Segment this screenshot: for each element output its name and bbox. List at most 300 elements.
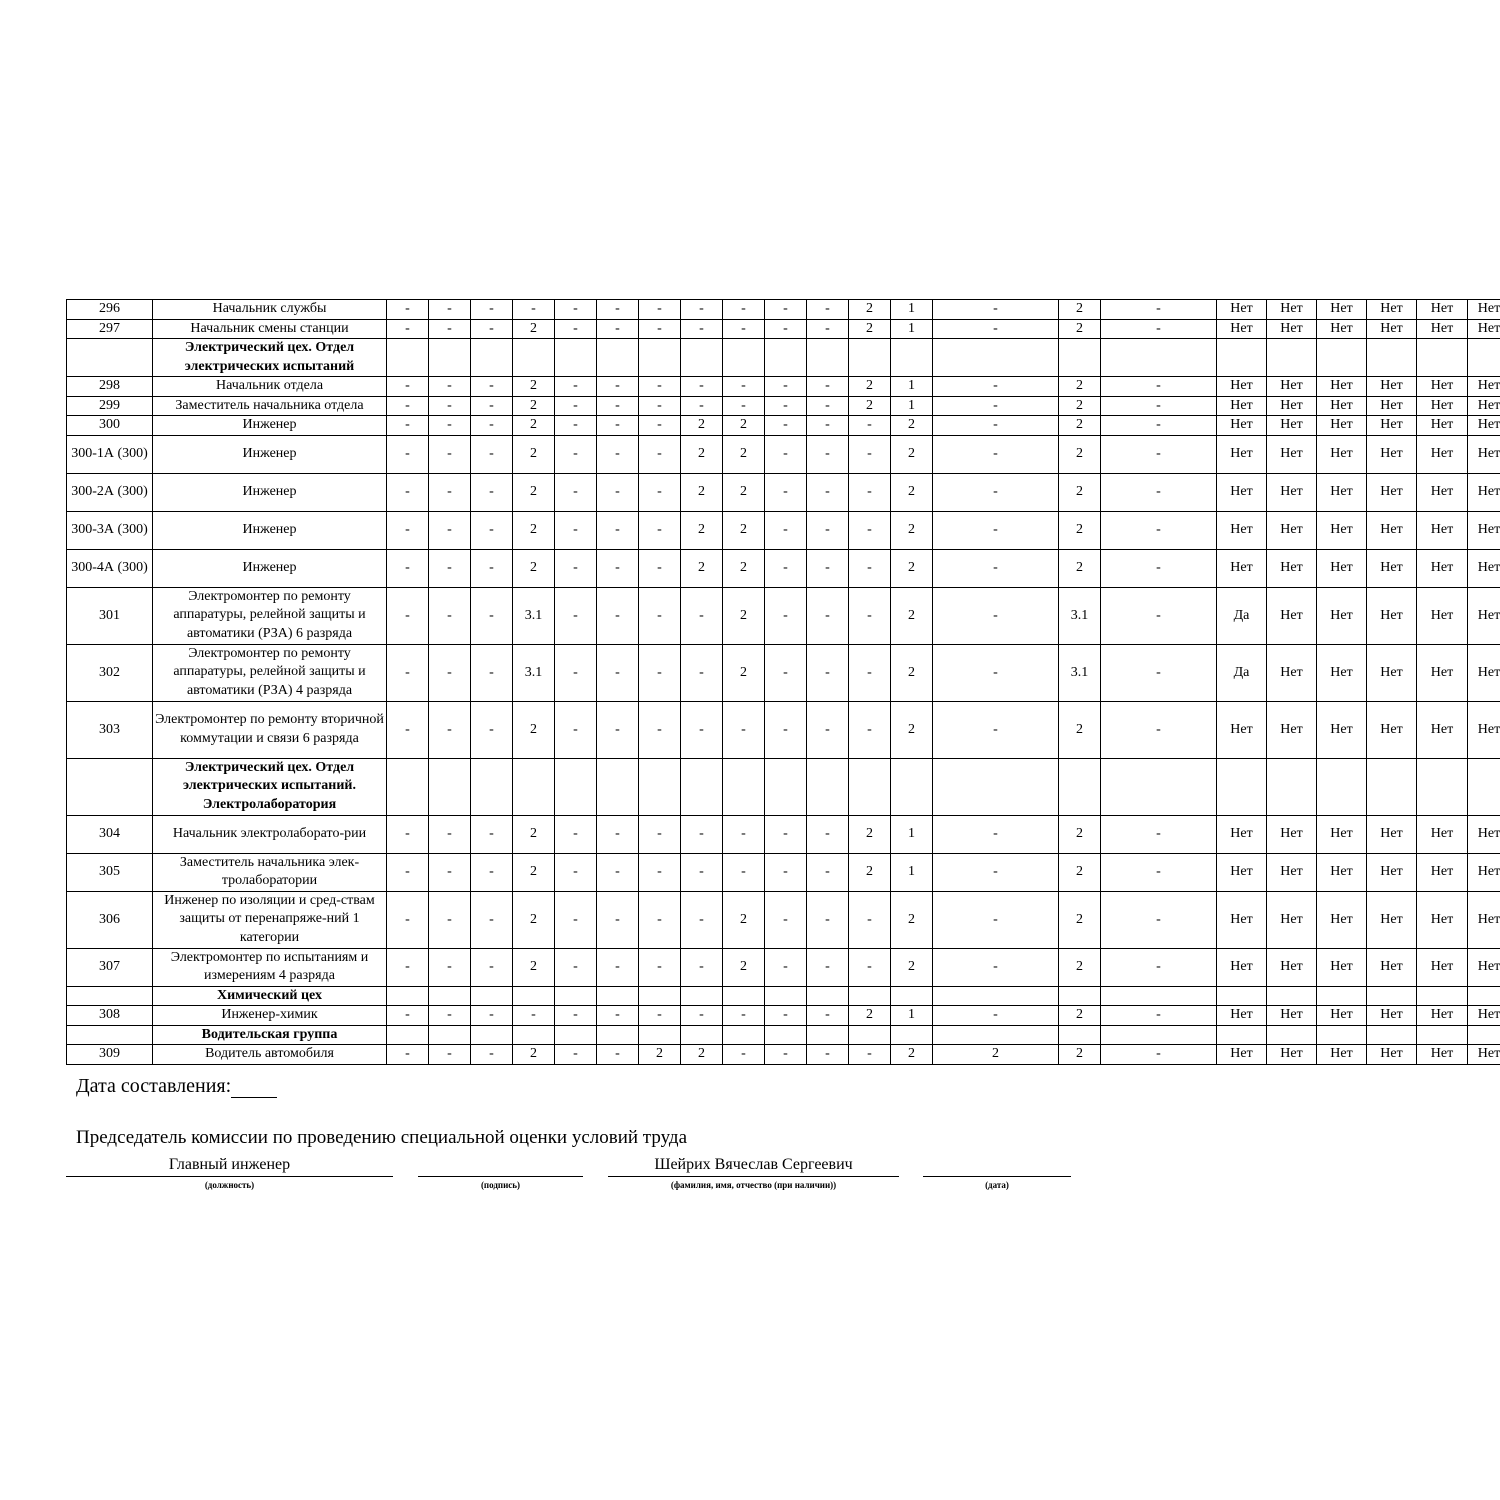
value-cell — [681, 1025, 723, 1045]
value-cell: - — [429, 1006, 471, 1026]
value-cell: - — [639, 511, 681, 549]
value-cell: - — [681, 891, 723, 948]
value-cell — [1267, 986, 1317, 1006]
value-cell: - — [597, 396, 639, 416]
value-cell: - — [597, 319, 639, 339]
value-cell — [513, 1025, 555, 1045]
value-cell: - — [933, 701, 1059, 758]
value-cell: - — [807, 511, 849, 549]
value-cell — [639, 339, 681, 377]
value-cell: Нет — [1217, 853, 1267, 891]
value-cell: - — [765, 701, 807, 758]
value-cell — [429, 339, 471, 377]
value-cell: Нет — [1367, 300, 1417, 320]
value-cell: 2 — [513, 853, 555, 891]
value-cell: 2 — [891, 511, 933, 549]
value-cell: - — [723, 1006, 765, 1026]
value-cell: Нет — [1417, 587, 1468, 644]
row-number-cell: 300-3А (300) — [67, 511, 153, 549]
value-cell: - — [471, 300, 513, 320]
value-cell: - — [849, 435, 891, 473]
value-cell: 2 — [891, 644, 933, 701]
value-cell: Нет — [1468, 815, 1500, 853]
value-cell: Нет — [1267, 815, 1317, 853]
value-cell: Нет — [1417, 396, 1468, 416]
value-cell: 2 — [1059, 377, 1101, 397]
value-cell: Нет — [1417, 435, 1468, 473]
value-cell — [1317, 339, 1367, 377]
value-cell: Нет — [1468, 701, 1500, 758]
value-cell: - — [597, 473, 639, 511]
value-cell: - — [849, 1045, 891, 1065]
value-cell: Нет — [1468, 300, 1500, 320]
value-cell: Нет — [1217, 1045, 1267, 1065]
value-cell: Нет — [1217, 511, 1267, 549]
row-number-cell: 308 — [67, 1006, 153, 1026]
table-row — [67, 853, 1500, 891]
section-header-row — [67, 1025, 1500, 1045]
value-cell: - — [1101, 1006, 1217, 1026]
value-cell: - — [765, 511, 807, 549]
value-cell: - — [639, 377, 681, 397]
value-cell — [891, 758, 933, 815]
value-cell — [1367, 758, 1417, 815]
value-cell: - — [1101, 377, 1217, 397]
full-name-field[interactable]: Шейрих Вячеслав Сергеевич — [608, 1154, 899, 1177]
value-cell: 2 — [681, 416, 723, 436]
value-cell: Нет — [1317, 701, 1367, 758]
value-cell: - — [639, 435, 681, 473]
value-cell: Нет — [1267, 1045, 1317, 1065]
value-cell: Нет — [1317, 891, 1367, 948]
value-cell: Нет — [1468, 511, 1500, 549]
position-name-cell: Инженер — [153, 511, 387, 549]
value-cell: - — [1101, 319, 1217, 339]
value-cell — [387, 339, 429, 377]
value-cell: - — [933, 549, 1059, 587]
value-cell: - — [765, 300, 807, 320]
row-number-cell: 303 — [67, 701, 153, 758]
position-name-cell: Начальник отдела — [153, 377, 387, 397]
value-cell: - — [1101, 396, 1217, 416]
value-cell — [933, 758, 1059, 815]
value-cell — [807, 986, 849, 1006]
value-cell: Нет — [1468, 891, 1500, 948]
position-name-cell: Инженер — [153, 473, 387, 511]
value-cell: Нет — [1267, 587, 1317, 644]
row-number-cell — [67, 986, 153, 1006]
table-row — [67, 396, 1500, 416]
value-cell: - — [765, 891, 807, 948]
value-cell: Нет — [1217, 396, 1267, 416]
value-cell: 2 — [513, 815, 555, 853]
table-row — [67, 1045, 1500, 1065]
value-cell: - — [387, 549, 429, 587]
value-cell: - — [933, 416, 1059, 436]
sout-summary-table — [66, 299, 1500, 1065]
value-cell: Нет — [1267, 377, 1317, 397]
value-cell: 2 — [681, 473, 723, 511]
position-name-cell: Инженер-химик — [153, 1006, 387, 1026]
position-name-cell: Электромонтер по ремонту аппаратуры, релейной защиты и автоматики (РЗА) 4 разряда — [153, 644, 387, 701]
value-cell: - — [933, 1006, 1059, 1026]
value-cell: 2 — [513, 701, 555, 758]
value-cell — [1417, 986, 1468, 1006]
value-cell: 2 — [1059, 948, 1101, 986]
value-cell — [1059, 986, 1101, 1006]
value-cell: 2 — [513, 948, 555, 986]
value-cell: Нет — [1317, 1045, 1367, 1065]
position-caption: (должность) — [204, 1180, 255, 1190]
value-cell: 2 — [1059, 701, 1101, 758]
row-number-cell: 300-2А (300) — [67, 473, 153, 511]
value-cell: - — [1101, 473, 1217, 511]
value-cell: Нет — [1468, 853, 1500, 891]
full-name-caption: (фамилия, имя, отчество (при наличии)) — [670, 1180, 837, 1190]
value-cell — [429, 1025, 471, 1045]
value-cell: Нет — [1217, 549, 1267, 587]
value-cell — [1217, 986, 1267, 1006]
value-cell: - — [597, 1045, 639, 1065]
value-cell: - — [387, 587, 429, 644]
value-cell: - — [849, 473, 891, 511]
value-cell: - — [429, 1045, 471, 1065]
value-cell: 2 — [891, 701, 933, 758]
value-cell: Нет — [1468, 1045, 1500, 1065]
value-cell — [681, 758, 723, 815]
value-cell: Нет — [1217, 948, 1267, 986]
value-cell: - — [765, 377, 807, 397]
value-cell: - — [681, 300, 723, 320]
value-cell: Нет — [1417, 319, 1468, 339]
table-row — [67, 587, 1500, 644]
value-cell: 2 — [723, 416, 765, 436]
value-cell: - — [681, 377, 723, 397]
value-cell: - — [597, 416, 639, 436]
value-cell: - — [681, 701, 723, 758]
value-cell: 2 — [513, 396, 555, 416]
value-cell: Нет — [1317, 815, 1367, 853]
value-cell: - — [807, 377, 849, 397]
value-cell: Нет — [1367, 1006, 1417, 1026]
value-cell: - — [387, 644, 429, 701]
row-number-cell: 306 — [67, 891, 153, 948]
value-cell: - — [555, 1045, 597, 1065]
value-cell: - — [387, 435, 429, 473]
value-cell: 2 — [723, 891, 765, 948]
value-cell: - — [807, 948, 849, 986]
value-cell: Нет — [1317, 319, 1367, 339]
value-cell — [723, 986, 765, 1006]
value-cell: - — [765, 587, 807, 644]
position-field[interactable]: Главный инженер — [66, 1154, 393, 1177]
value-cell: - — [765, 1006, 807, 1026]
value-cell: - — [681, 319, 723, 339]
value-cell: 2 — [1059, 473, 1101, 511]
value-cell: 1 — [891, 319, 933, 339]
value-cell: - — [681, 396, 723, 416]
value-cell: - — [639, 587, 681, 644]
value-cell: 2 — [849, 319, 891, 339]
value-cell: - — [429, 416, 471, 436]
row-number-cell — [67, 1025, 153, 1045]
value-cell — [933, 339, 1059, 377]
row-number-cell: 299 — [67, 396, 153, 416]
value-cell: 2 — [1059, 1006, 1101, 1026]
value-cell: 2 — [1059, 435, 1101, 473]
value-cell — [765, 986, 807, 1006]
value-cell: 2 — [891, 473, 933, 511]
table-row — [67, 701, 1500, 758]
value-cell: 2 — [1059, 416, 1101, 436]
value-cell: - — [1101, 1045, 1217, 1065]
value-cell: - — [933, 396, 1059, 416]
value-cell: - — [387, 511, 429, 549]
value-cell: - — [933, 891, 1059, 948]
row-number-cell: 301 — [67, 587, 153, 644]
table-row — [67, 416, 1500, 436]
section-header-row — [67, 339, 1500, 377]
value-cell — [765, 1025, 807, 1045]
value-cell: Нет — [1367, 511, 1417, 549]
value-cell: Нет — [1468, 473, 1500, 511]
value-cell — [471, 758, 513, 815]
table-row — [67, 473, 1500, 511]
table-row — [67, 319, 1500, 339]
value-cell: - — [597, 587, 639, 644]
value-cell: - — [429, 853, 471, 891]
value-cell: 3.1 — [1059, 587, 1101, 644]
table-row — [67, 948, 1500, 986]
value-cell — [723, 1025, 765, 1045]
value-cell: - — [387, 948, 429, 986]
value-cell: - — [513, 1006, 555, 1026]
value-cell: - — [765, 815, 807, 853]
value-cell: - — [429, 701, 471, 758]
value-cell: 1 — [891, 1006, 933, 1026]
position-name-cell: Электромонтер по ремонту вторичной коммутации и связи 6 разряда — [153, 701, 387, 758]
value-cell: - — [555, 815, 597, 853]
value-cell — [555, 339, 597, 377]
value-cell: Нет — [1417, 891, 1468, 948]
value-cell: - — [681, 1006, 723, 1026]
value-cell — [1267, 339, 1317, 377]
value-cell — [555, 758, 597, 815]
value-cell: Нет — [1367, 319, 1417, 339]
value-cell: - — [807, 319, 849, 339]
position-name-cell: Начальник смены станции — [153, 319, 387, 339]
value-cell: 2 — [891, 948, 933, 986]
value-cell: - — [597, 948, 639, 986]
value-cell: - — [471, 473, 513, 511]
value-cell: - — [807, 1006, 849, 1026]
value-cell: Нет — [1267, 853, 1317, 891]
value-cell: Нет — [1367, 435, 1417, 473]
value-cell: - — [471, 435, 513, 473]
value-cell — [639, 758, 681, 815]
value-cell — [555, 986, 597, 1006]
value-cell: - — [555, 891, 597, 948]
value-cell: Нет — [1217, 473, 1267, 511]
table-row — [67, 815, 1500, 853]
value-cell: - — [597, 435, 639, 473]
position-name-cell: Заместитель начальника отдела — [153, 396, 387, 416]
value-cell: - — [765, 853, 807, 891]
value-cell: - — [933, 319, 1059, 339]
value-cell: 2 — [849, 377, 891, 397]
row-number-cell: 300-4А (300) — [67, 549, 153, 587]
value-cell: - — [723, 377, 765, 397]
value-cell — [1417, 339, 1468, 377]
value-cell: 2 — [723, 473, 765, 511]
value-cell: Нет — [1468, 396, 1500, 416]
compilation-date-blank[interactable] — [231, 1077, 277, 1098]
value-cell: - — [429, 473, 471, 511]
value-cell: Нет — [1217, 300, 1267, 320]
value-cell: - — [639, 853, 681, 891]
value-cell: - — [765, 549, 807, 587]
value-cell: - — [681, 853, 723, 891]
value-cell: - — [387, 416, 429, 436]
value-cell: - — [1101, 300, 1217, 320]
value-cell: - — [765, 1045, 807, 1065]
value-cell: Нет — [1417, 300, 1468, 320]
value-cell: - — [723, 853, 765, 891]
value-cell: Нет — [1367, 853, 1417, 891]
value-cell — [891, 1025, 933, 1045]
value-cell: 1 — [891, 377, 933, 397]
value-cell: - — [933, 377, 1059, 397]
value-cell — [1267, 1025, 1317, 1045]
value-cell: - — [807, 435, 849, 473]
value-cell: - — [639, 644, 681, 701]
value-cell — [1059, 339, 1101, 377]
value-cell: - — [933, 815, 1059, 853]
value-cell: 2 — [891, 587, 933, 644]
value-cell: Нет — [1468, 587, 1500, 644]
value-cell: - — [597, 644, 639, 701]
value-cell: 2 — [513, 416, 555, 436]
row-number-cell: 297 — [67, 319, 153, 339]
value-cell: - — [723, 1045, 765, 1065]
value-cell — [681, 339, 723, 377]
value-cell: Нет — [1267, 1006, 1317, 1026]
value-cell — [891, 986, 933, 1006]
value-cell: - — [1101, 435, 1217, 473]
row-number-cell — [67, 758, 153, 815]
value-cell: Нет — [1417, 1006, 1468, 1026]
value-cell — [849, 758, 891, 815]
value-cell — [1217, 1025, 1267, 1045]
value-cell: - — [429, 891, 471, 948]
value-cell — [513, 758, 555, 815]
value-cell: Нет — [1367, 701, 1417, 758]
value-cell: - — [429, 815, 471, 853]
value-cell: - — [807, 853, 849, 891]
value-cell: - — [807, 473, 849, 511]
value-cell — [1267, 758, 1317, 815]
value-cell: 2 — [891, 1045, 933, 1065]
value-cell: Нет — [1417, 549, 1468, 587]
value-cell: Нет — [1367, 549, 1417, 587]
value-cell — [1417, 758, 1468, 815]
value-cell: - — [807, 396, 849, 416]
value-cell: - — [513, 300, 555, 320]
commission-chairman-label: Председатель комиссии по проведению специальной оценки условий труда — [76, 1127, 687, 1148]
value-cell: Нет — [1267, 511, 1317, 549]
value-cell: - — [933, 511, 1059, 549]
value-cell: - — [807, 891, 849, 948]
value-cell: 2 — [849, 396, 891, 416]
value-cell: - — [555, 549, 597, 587]
value-cell — [471, 1025, 513, 1045]
value-cell: - — [807, 300, 849, 320]
value-cell: - — [555, 435, 597, 473]
value-cell: - — [1101, 891, 1217, 948]
value-cell: Нет — [1317, 435, 1367, 473]
value-cell: - — [1101, 511, 1217, 549]
row-number-cell: 309 — [67, 1045, 153, 1065]
row-number-cell: 305 — [67, 853, 153, 891]
value-cell: 2 — [891, 416, 933, 436]
value-cell: Нет — [1217, 416, 1267, 436]
value-cell — [1101, 986, 1217, 1006]
value-cell — [597, 1025, 639, 1045]
position-name-cell: Инженер — [153, 549, 387, 587]
value-cell: 2 — [1059, 815, 1101, 853]
value-cell: 2 — [1059, 891, 1101, 948]
value-cell — [513, 986, 555, 1006]
value-cell: Нет — [1367, 416, 1417, 436]
signature-field[interactable] — [418, 1154, 583, 1177]
value-cell: Нет — [1217, 815, 1267, 853]
value-cell: - — [807, 644, 849, 701]
value-cell: - — [807, 1045, 849, 1065]
value-cell: Нет — [1267, 473, 1317, 511]
value-cell: 3.1 — [1059, 644, 1101, 701]
value-cell: Нет — [1367, 948, 1417, 986]
value-cell: - — [387, 815, 429, 853]
value-cell: - — [1101, 416, 1217, 436]
value-cell: - — [1101, 853, 1217, 891]
value-cell: 2 — [723, 644, 765, 701]
compilation-date-line — [76, 1075, 277, 1098]
value-cell: 2 — [723, 435, 765, 473]
value-cell: 3.1 — [513, 644, 555, 701]
value-cell: - — [723, 701, 765, 758]
value-cell — [513, 339, 555, 377]
date-field[interactable] — [923, 1154, 1071, 1177]
value-cell: Нет — [1468, 644, 1500, 701]
value-cell: - — [849, 701, 891, 758]
value-cell: Нет — [1317, 587, 1367, 644]
value-cell: 2 — [723, 549, 765, 587]
value-cell: Нет — [1267, 701, 1317, 758]
row-number-cell: 300 — [67, 416, 153, 436]
value-cell: Нет — [1417, 416, 1468, 436]
value-cell: 2 — [1059, 300, 1101, 320]
value-cell — [1367, 1025, 1417, 1045]
value-cell: - — [387, 1006, 429, 1026]
table-row — [67, 300, 1500, 320]
value-cell — [1367, 339, 1417, 377]
value-cell: - — [765, 473, 807, 511]
value-cell — [1468, 758, 1500, 815]
value-cell: Нет — [1267, 948, 1317, 986]
section-header-row — [67, 986, 1500, 1006]
value-cell: - — [387, 891, 429, 948]
value-cell: Нет — [1468, 435, 1500, 473]
